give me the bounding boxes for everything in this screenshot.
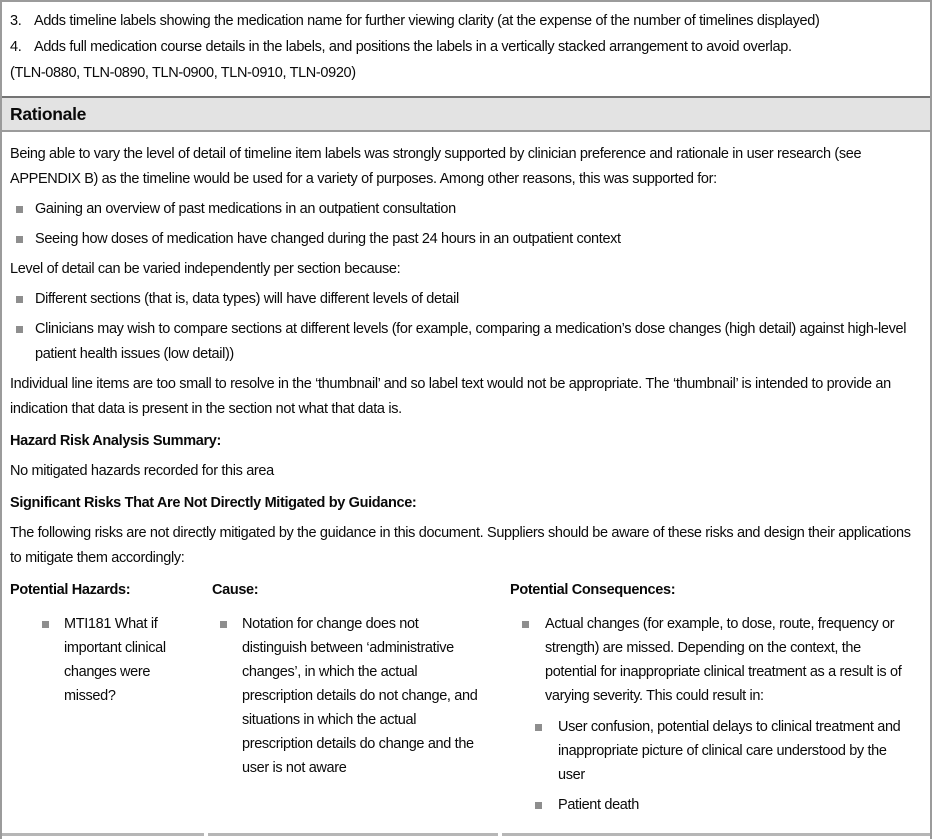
- list-item-text: Adds timeline labels showing the medication name for further viewing clarity (at the expense of the number of timelines displayed): [34, 13, 820, 29]
- significant-risks-intro: The following risks are not directly mitigated by the guidance in this document. Suppliers should be aware of these risks and design their applications to mitigate them accordingly:: [10, 525, 911, 566]
- rationale-bullet: [10, 287, 920, 312]
- column-header: Potential Hazards:: [10, 582, 131, 598]
- significant-risks-heading: Significant Risks That Are Not Directly Mitigated by Guidance:: [10, 495, 417, 511]
- bullet-square-icon: [535, 802, 542, 809]
- bullet-text: Notation for change does not distinguish between ‘administrative changes’, in which the actual prescription details do not change, and situations in which the actual prescription details do change and the user is not aware: [242, 616, 478, 776]
- bullet-text: MTI181 What if important clinical changes were missed?: [64, 616, 166, 704]
- rationale-paragraph-1: Being able to vary the level of detail of timeline item labels was strongly supported by clinician preference and rationale in user research (see APPENDIX B) as the timeline would be used for a variety of purposes. Among other reasons, this was supported for:: [10, 146, 862, 187]
- list-item-3: [10, 8, 924, 34]
- next-row-border-segment: [208, 833, 498, 836]
- hazard-table: [10, 578, 920, 823]
- consequence-sub-bullet: [510, 793, 916, 817]
- bullet-square-icon: [535, 724, 542, 731]
- bullet-square-icon: [16, 296, 23, 303]
- list-item-text: Adds full medication course details in the labels, and positions the labels in a vertically stacked arrangement to avoid overlap.: [34, 39, 792, 55]
- tln-reference-line: (TLN-0880, TLN-0890, TLN-0900, TLN-0910, TLN-0920): [10, 65, 356, 81]
- hazard-table-column-cause: [207, 578, 502, 823]
- hazard-table-column-potential-consequences: [502, 578, 920, 823]
- list-item-number: 4.: [10, 39, 22, 55]
- rationale-paragraph-2: Level of detail can be varied independently per section because:: [10, 261, 401, 277]
- next-row-border-segment: [2, 833, 204, 836]
- bullet-text: Gaining an overview of past medications in an outpatient consultation: [35, 201, 456, 217]
- hazard-risk-summary-heading: Hazard Risk Analysis Summary:: [10, 433, 221, 449]
- list-item-4: [10, 34, 924, 60]
- next-row-border-segment: [502, 833, 930, 836]
- bullet-text: Actual changes (for example, to dose, route, frequency or strength) are missed. Depending on the context, the potential for inappropriate clinical treatment as a result is of varying severity. This could result in:: [545, 616, 902, 704]
- consequence-sub-bullet: [510, 715, 916, 787]
- consequence-bullet: [510, 612, 916, 708]
- rationale-body-section: [2, 132, 930, 823]
- hazard-table-column-potential-hazards: [10, 578, 207, 823]
- bullet-square-icon: [220, 621, 227, 628]
- bullet-text: Seeing how doses of medication have changed during the past 24 hours in an outpatient context: [35, 231, 621, 247]
- rationale-bullet: [10, 197, 920, 222]
- bullet-text: Different sections (that is, data types) will have different levels of detail: [35, 291, 459, 307]
- list-item-number: 3.: [10, 13, 22, 29]
- timeline-guidance-list-section: [2, 2, 930, 87]
- hazard-bullet: [10, 612, 207, 708]
- rationale-bullet: [10, 317, 920, 367]
- rationale-bullet: [10, 227, 920, 252]
- bullet-square-icon: [42, 621, 49, 628]
- bullet-square-icon: [16, 236, 23, 243]
- bullet-square-icon: [16, 326, 23, 333]
- next-row-top-border: [2, 833, 930, 836]
- bullet-text: Clinicians may wish to compare sections at different levels (for example, comparing a medication’s dose changes (high detail) against high-level patient health issues (low detail)): [35, 321, 907, 362]
- rationale-header-label: Rationale: [10, 104, 87, 124]
- column-header: Potential Consequences:: [510, 582, 676, 598]
- consequence-sub-bullets: [510, 715, 916, 817]
- bullet-text: Patient death: [558, 797, 639, 813]
- rationale-section-header: [2, 96, 930, 132]
- column-header: Cause:: [212, 582, 259, 598]
- hazard-risk-summary-text: No mitigated hazards recorded for this area: [10, 463, 274, 479]
- bullet-square-icon: [522, 621, 529, 628]
- bullet-text: User confusion, potential delays to clinical treatment and inappropriate picture of clinical care understood by the user: [558, 719, 901, 783]
- bullet-square-icon: [16, 206, 23, 213]
- cause-bullet: [212, 612, 480, 780]
- rationale-paragraph-3: Individual line items are too small to resolve in the ‘thumbnail’ and so label text would not be appropriate. The ‘thumbnail’ is intended to provide an indication that data is present in the section not what that data is.: [10, 376, 891, 417]
